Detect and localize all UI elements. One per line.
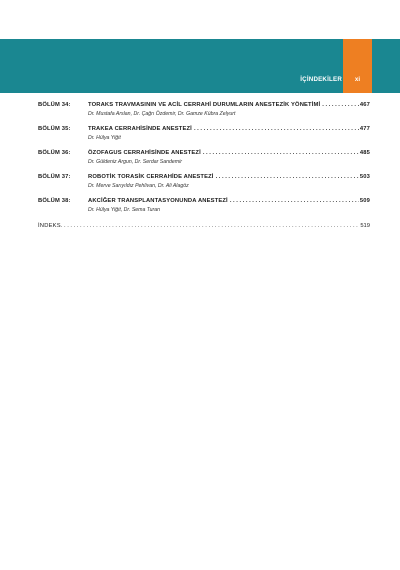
chapter-number: BÖLÜM 34: — [38, 102, 71, 108]
chapter-page-number: 485 — [359, 150, 370, 156]
chapter-authors: Dr. Hülya Yiğit — [88, 135, 121, 141]
chapter-number: BÖLÜM 35: — [38, 126, 71, 132]
chapter-title[interactable]: ROBOTİK TORASİK CERRAHİDE ANESTEZİ — [88, 174, 214, 180]
chapter-authors: Dr. Güldeniz Argun, Dr. Serdar Sandemir — [88, 159, 182, 165]
dot-leader — [216, 174, 359, 180]
index-label[interactable]: İNDEKS — [38, 223, 61, 229]
dot-leader — [194, 126, 359, 132]
chapter-authors: Dr. Merve Sarıyıldız Pehlivan, Dr. Ali Alagöz — [88, 183, 189, 189]
chapter-page-number: 503 — [359, 174, 370, 180]
chapter-title[interactable]: TORAKS TRAVMASININ VE ACİL CERRAHİ DURUMLARIN ANESTEZİK YÖNETİMİ — [88, 102, 321, 108]
chapter-number: BÖLÜM 36: — [38, 150, 71, 156]
page-number-tab — [343, 39, 372, 93]
chapter-title[interactable]: ÖZOFAGUS CERRAHİSİNDE ANESTEZİ — [88, 150, 201, 156]
dot-leader — [322, 102, 359, 108]
chapter-title[interactable]: TRAKEA CERRAHİSİNDE ANESTEZİ — [88, 126, 192, 132]
chapter-authors: Dr. Mustafa Arslan, Dr. Çağrı Özdemir, Dr. Gamze Kübra Zelyurt — [88, 111, 236, 117]
running-header-title: İÇİNDEKİLER — [300, 76, 342, 83]
chapter-number: BÖLÜM 38: — [38, 198, 71, 204]
chapter-number: BÖLÜM 37: — [38, 174, 71, 180]
index-page-number: 519 — [360, 223, 370, 229]
chapter-page-number: 477 — [359, 126, 370, 132]
chapter-title[interactable]: AKCİĞER TRANSPLANTASYONUNDA ANESTEZİ — [88, 198, 228, 204]
header-band — [0, 39, 400, 93]
chapter-authors: Dr. Hülya Yiğit, Dr. Sema Turan — [88, 207, 160, 213]
dot-leader — [230, 198, 359, 204]
page-number: xi — [354, 76, 361, 83]
dot-leader — [61, 223, 360, 229]
dot-leader — [203, 150, 359, 156]
chapter-page-number: 509 — [359, 198, 370, 204]
chapter-page-number: 467 — [359, 102, 370, 108]
